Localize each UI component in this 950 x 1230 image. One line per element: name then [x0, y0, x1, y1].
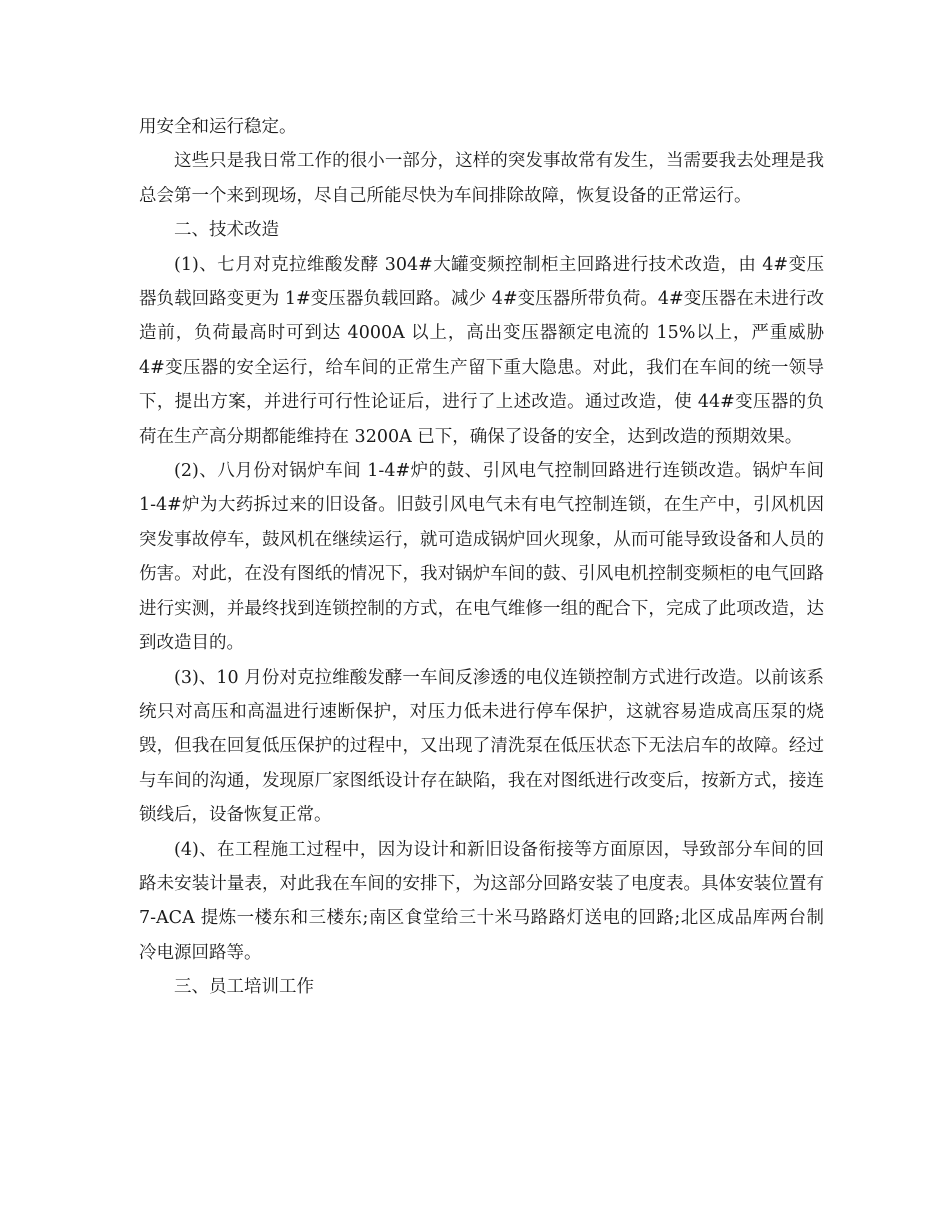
paragraph-item-3: (3)、10 月份对克拉维酸发酵一车间反渗透的电仪连锁控制方式进行改造。以前该系统只对高压和高温进行速断保护，对压力低未进行停车保护，这就容易造成高压泵的烧毁，但我在回复低压保护的过程中，又出现了清洗泵在低压状态下无法启车的故障。经过与车间的沟通，发现原厂家图纸设计存在缺陷，我在对图纸进行改变后，按新方式，接连锁线后，设备恢复正常。: [139, 667, 824, 826]
paragraph-item-4: (4)、在工程施工过程中，因为设计和新旧设备衔接等方面原因，导致部分车间的回路未安装计量表，对此我在车间的安排下，为这部分回路安装了电度表。具体安装位置有 7-ACA 提炼一楼东和三楼东;南区食堂给三十米马路路灯送电的回路;北区成品库两台制冷电源回路等。: [139, 839, 824, 963]
paragraph-item-1: (1)、七月对克拉维酸发酵 304#大罐变频控制柜主回路进行技术改造，由 4#变压器负载回路变更为 1#变压器负载回路。减少 4#变压器所带负荷。4#变压器在未进行改造前，负荷最高时可到达 4000A 以上，高出变压器额定电流的 15%以上，严重威胁 4#变压器的安全运行，给车间的正常生产留下重大隐患。对此，我们在车间的统一领导下，提出方案，并进行可行性论证后，进行了上述改造。通过改造，使 44#变压器的负荷在生产高分期都能维持在 3200A 已下，确保了设备的安全，达到改造的预期效果。: [139, 254, 824, 447]
paragraph-item-2: (2)、八月份对锅炉车间 1-4#炉的鼓、引风电气控制回路进行连锁改造。锅炉车间 1-4#炉为大药拆过来的旧设备。旧鼓引风电气未有电气控制连锁，在生产中，引风机因突发事故停车，鼓风机在继续运行，就可造成锅炉回火现象，从而可能导致设备和人员的伤害。对此，在没有图纸的情况下，我对锅炉车间的鼓、引风电机控制变频柜的电气回路进行实测，并最终找到连锁控制的方式，在电气维修一组的配合下，完成了此项改造，达到改造目的。: [139, 461, 824, 654]
document-body: [139, 110, 824, 1005]
section-heading-staff-training: 三、员工培训工作: [174, 977, 314, 998]
section-heading-tech-upgrade: 二、技术改造: [174, 220, 279, 241]
paragraph-continuation: 用安全和运行稳定。: [139, 117, 297, 137]
paragraph-daily-work: 这些只是我日常工作的很小一部分，这样的突发事故常有发生，当需要我去处理是我总会第一个来到现场，尽自己所能尽快为车间排除故障，恢复设备的正常运行。: [139, 151, 824, 206]
